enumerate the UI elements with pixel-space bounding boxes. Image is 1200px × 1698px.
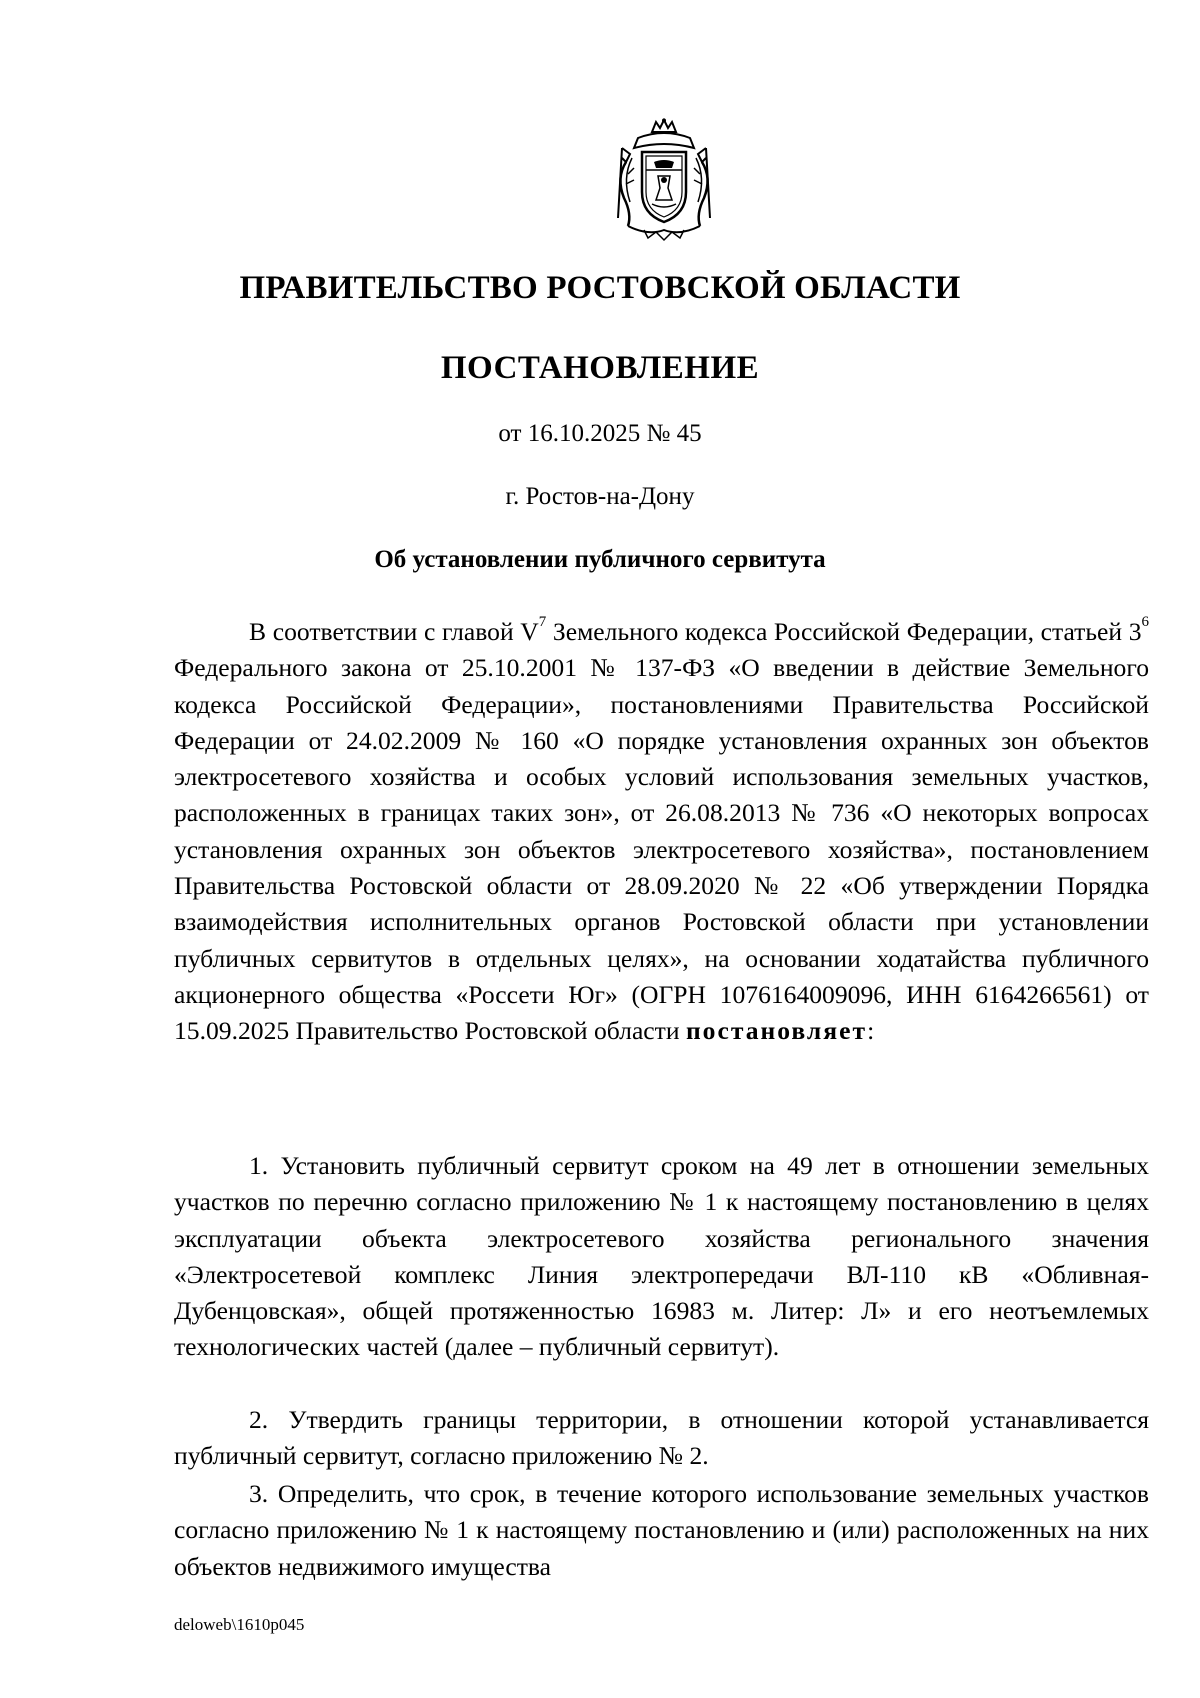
preamble-paragraph [174,614,1149,1050]
footer-file-reference: deloweb\1610p045 [174,1615,305,1634]
preamble-text-1: В соответствии с главой V [249,617,539,646]
preamble-sup-1: 7 [538,614,547,631]
preamble-sup-2: 6 [1141,614,1149,631]
document-subject: Об установлении публичного сервитута [374,546,826,573]
decree-word: постановляет [685,1016,868,1046]
preamble-text-3: Федерального закона от 25.10.2001 № 137-ФЗ «О введении в действие Земельного кодекса Российской Федерации», постановлениями Правительства Российской Федерации от 24.02.2009 № 160 «О порядке установления охранных зон объектов электросетевого хозяйства и особых условий использования земельных участков, расположенных в границах таких зон», от 26.08.2013 № 736 «О некоторых вопросах установления охранных зон объектов электросетевого хозяйства», постановлением Правительства Ростовской области от 28.09.2020 № 22 «Об утверждении Порядка взаимодействия исполнительных органов Ростовской области при установлении публичных сервитутов в отдельных целях», на основании ходатайства публичного акционерного общества «Россети Юг» (ОГРН 1076164009096, ИНН 6164266561) от 15.09.2025 Правительство Ростовской области [174,653,1149,1046]
decree-colon: : [867,1016,875,1046]
item-2-paragraph: 2. Утвердить границы территории, в отношении которой устанавливается публичный сервитут, согласно приложению № 2. [174,1405,1149,1471]
item-3-paragraph: 3. Определить, что срок, в течение которого использование земельных участков согласно приложению № 1 к настоящему постановлению и (или) расположенных на них объектов недвижимого имущества [174,1479,1149,1581]
item-1-paragraph: 1. Установить публичный сервитут сроком на 49 лет в отношении земельных участков по перечню согласно приложению № 1 к настоящему постановлению в целях эксплуатации объекта электросетевого хозяйства регионального значения «Электросетевой комплекс Линия электропередачи ВЛ-110 кВ «Обливная-Дубенцовская», общей протяженностью 16983 м. Литер: Л» и его неотъемлемых технологических частей (далее – публичный сервитут). [174,1151,1149,1362]
coat-of-arms-icon [608,118,720,242]
document-date-number: от 16.10.2025 № 45 [498,420,702,447]
government-title: ПРАВИТЕЛЬСТВО РОСТОВСКОЙ ОБЛАСТИ [239,270,961,306]
preamble-text-2: Земельного кодекса Российской Федерации, статьей 3 [546,617,1142,646]
document-city: г. Ростов-на-Дону [505,483,695,510]
document-type: ПОСТАНОВЛЕНИЕ [440,350,760,386]
